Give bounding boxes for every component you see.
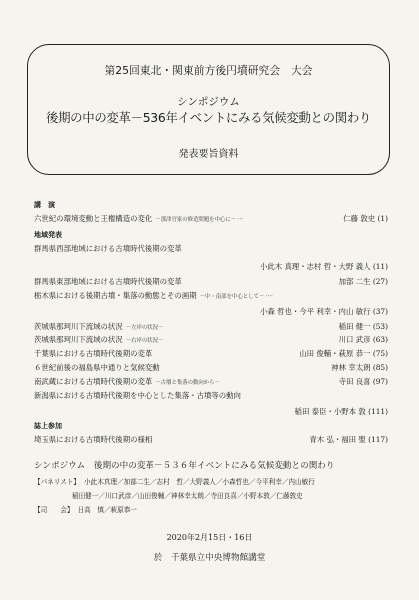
list-item <box>34 334 388 345</box>
entry-title: 茨城県那珂川下流域の状況 <box>34 322 123 331</box>
entry-author: 川口 武彦 (63) <box>338 335 388 344</box>
moderator-label: 【司 会】 <box>34 506 74 514</box>
entry-title: ６世紀前後の福島県中通りと気候変動 <box>34 363 160 372</box>
subtitle: 発表要旨資料 <box>178 149 239 160</box>
list-item <box>34 213 388 224</box>
entry-author: 山田 俊輔・萩原 恭一 (75) <box>299 349 388 358</box>
entry-author: 稲田 泰臣・小野本 敦 (111) <box>294 407 388 416</box>
entry-author: 稲田 健一 (53) <box>338 322 388 331</box>
list-item <box>34 243 388 254</box>
panelists-names: 小此木真理／加部二生／志村 哲／大野義人／小森哲也／今平利幸／内山敏行 <box>84 478 315 486</box>
symposium-label: シンポジウム <box>177 96 240 108</box>
entry-title: 六世紀の環境変動と王権構造の変化 <box>34 214 153 223</box>
entry-title: 新潟県における古墳時代後期を中心とした集落・古墳等の動向 <box>34 391 241 400</box>
main-title: 後期の中の変革－536年イベントにみる気候変動との関わり <box>45 110 371 125</box>
entry-title: 千葉県における古墳時代後期の変革 <box>34 349 153 358</box>
section-regional: 地域発表 <box>34 231 62 239</box>
section-lecture: 講 演 <box>34 201 55 209</box>
entry-title: 南武蔵における古墳時代後期の変革 <box>34 377 153 386</box>
panelists-label: 【パネリスト】 <box>34 478 81 486</box>
entry-author: 青木 弘・福田 聖 (117) <box>309 435 388 444</box>
entry-note: －那津官家の修造問題を中心に－ ··· <box>155 217 243 223</box>
event-date: 2020年2月15日・16日 <box>166 533 253 542</box>
list-item <box>34 348 388 359</box>
section-guest: 誌上参加 <box>34 422 62 430</box>
list-item <box>34 390 388 401</box>
entry-note: －右岸の状況－ <box>125 338 164 344</box>
symposium-full-title: シンポジウム 後期の中の変革－５３６年イベントにみる気候変動との関わり <box>34 461 335 471</box>
entry-author: 小森 哲也・今平 利幸・内山 敏行 (37) <box>259 307 388 316</box>
panelists-names: 稲田健一／川口武彦／山田俊輔／神林幸太朗／寺田良喜／小野本敦／仁藤敦史 <box>72 492 303 500</box>
panelists-line-1 <box>34 476 390 486</box>
entry-note: －左岸の状況－ <box>125 325 164 331</box>
entry-title: 茨城県那珂川下流域の状況 <box>34 335 123 344</box>
entry-author: 加部 二生 (27) <box>338 277 388 286</box>
conference-name: 第25回東北・関東前方後円墳研究会 大会 <box>104 64 313 77</box>
entry-author: 寺田 良喜 (97) <box>338 377 388 386</box>
moderator-line <box>34 504 390 514</box>
entry-title: 群馬県東部地域における古墳時代後期の変革 <box>34 277 182 286</box>
entry-note: －中・南部を中心として－ ···· <box>199 294 273 300</box>
entry-author: 神林 幸太朗 (85) <box>331 363 388 372</box>
list-item <box>34 434 388 445</box>
entry-title: 埼玉県における古墳時代後期の様相 <box>34 435 153 444</box>
list-item <box>34 376 388 387</box>
panelists-line-2 <box>34 490 390 500</box>
list-item <box>34 362 388 373</box>
entry-author: 仁藤 敦史 (1) <box>343 214 388 223</box>
list-item <box>34 321 388 332</box>
title-box <box>27 44 390 175</box>
entry-title: 群馬県西部地域における古墳時代後期の変革 <box>34 244 182 253</box>
moderator-names: 日高 慎／萩原恭一 <box>77 506 137 514</box>
event-venue: 於 千葉県立中央博物館講堂 <box>153 553 266 563</box>
entry-note: －古墳と集落の動向から－ <box>155 380 220 386</box>
entry-title: 栃木県における後期古墳・集落の動態とその画期 <box>34 291 197 300</box>
list-item <box>34 290 388 301</box>
entry-author: 小此木 真理・志村 哲・大野 義人 (11) <box>259 262 388 271</box>
list-item <box>34 276 388 287</box>
